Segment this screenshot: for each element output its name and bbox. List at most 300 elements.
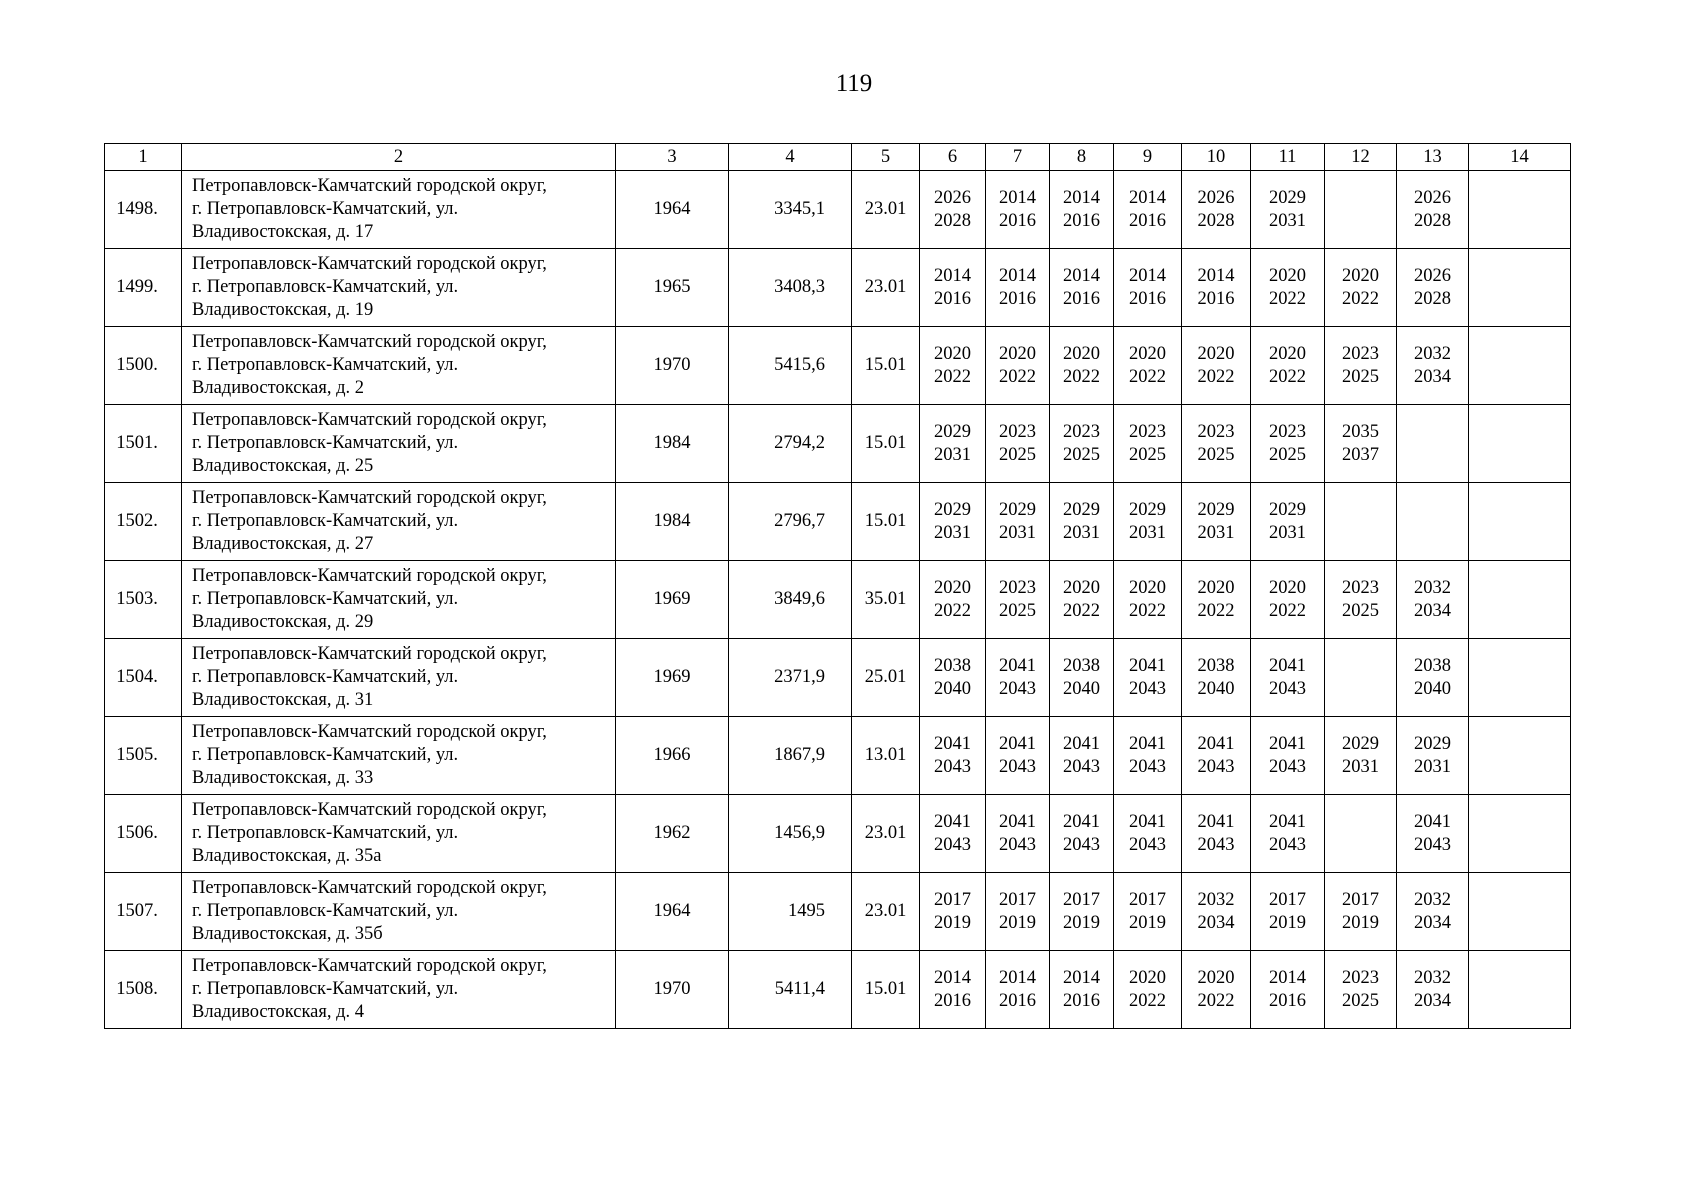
address-line: г. Петропавловск-Камчатский, ул. <box>192 199 459 219</box>
column-header: 5 <box>852 144 920 171</box>
period-cell <box>986 171 1050 249</box>
period-year: 2034 <box>1414 600 1451 621</box>
period-year: 2014 <box>1129 187 1166 208</box>
period-year: 2041 <box>1197 733 1235 754</box>
period-year: 2019 <box>1342 912 1379 933</box>
build-year-cell: 1962 <box>616 795 729 873</box>
table-row <box>105 639 1571 717</box>
period-cell <box>1251 639 1325 717</box>
period-year: 2022 <box>1063 600 1100 621</box>
table-row <box>105 171 1571 249</box>
period-year: 2029 <box>1197 499 1235 520</box>
build-year-cell: 1966 <box>616 717 729 795</box>
row-number-cell: 1498. <box>105 171 182 249</box>
period-cell <box>1397 795 1469 873</box>
period-year: 2041 <box>934 733 971 754</box>
period-cell <box>1397 327 1469 405</box>
period-year: 2020 <box>1063 343 1100 364</box>
period-cell <box>1397 717 1469 795</box>
address-line: Владивостокская, д. 4 <box>192 1002 365 1022</box>
address-line: Владивостокская, д. 25 <box>192 456 374 476</box>
period-year: 2031 <box>934 522 971 543</box>
address-line: Владивостокская, д. 27 <box>192 534 374 554</box>
row-number-cell: 1500. <box>105 327 182 405</box>
table-body <box>105 171 1571 1029</box>
period-cell <box>1325 249 1397 327</box>
address-cell <box>182 483 616 561</box>
period-year: 2016 <box>1129 288 1166 309</box>
period-year: 2043 <box>999 678 1036 699</box>
period-cell <box>1251 249 1325 327</box>
column-header: 14 <box>1469 144 1571 171</box>
address-line: г. Петропавловск-Камчатский, ул. <box>192 823 459 843</box>
housing-register-table <box>104 143 1571 1029</box>
period-year: 2029 <box>1129 499 1166 520</box>
period-year: 2025 <box>1269 444 1306 465</box>
address-cell <box>182 405 616 483</box>
period-year: 2029 <box>1063 499 1100 520</box>
period-cell <box>920 483 986 561</box>
period-cell <box>1050 483 1114 561</box>
period-year: 2020 <box>1342 265 1379 286</box>
period-year: 2023 <box>1342 577 1379 598</box>
period-year: 2032 <box>1414 967 1451 988</box>
period-cell <box>1469 561 1571 639</box>
table-row <box>105 873 1571 951</box>
period-cell <box>1251 327 1325 405</box>
address-line: Владивостокская, д. 35б <box>192 924 383 944</box>
period-cell <box>986 249 1050 327</box>
period-cell <box>1325 171 1397 249</box>
period-cell <box>1114 795 1182 873</box>
address-cell <box>182 561 616 639</box>
period-year: 2040 <box>934 678 971 699</box>
column-header: 8 <box>1050 144 1114 171</box>
table-row <box>105 405 1571 483</box>
period-year: 2023 <box>1129 421 1166 442</box>
period-cell <box>1050 405 1114 483</box>
period-year: 2022 <box>1197 990 1235 1011</box>
period-year: 2022 <box>1269 288 1306 309</box>
table-row <box>105 327 1571 405</box>
code-cell: 23.01 <box>852 249 920 327</box>
row-number-cell: 1502. <box>105 483 182 561</box>
period-year: 2041 <box>999 733 1036 754</box>
address-line: Петропавловск-Камчатский городской округ, <box>192 566 547 586</box>
period-year: 2041 <box>1063 811 1100 832</box>
period-cell <box>986 327 1050 405</box>
build-year-cell: 1969 <box>616 639 729 717</box>
period-year: 2028 <box>1197 210 1235 231</box>
period-cell <box>1050 561 1114 639</box>
address-line: Петропавловск-Камчатский городской округ, <box>192 644 547 664</box>
period-year: 2043 <box>999 834 1036 855</box>
period-cell <box>920 873 986 951</box>
period-cell <box>1251 483 1325 561</box>
period-cell <box>1050 171 1114 249</box>
period-year: 2031 <box>1342 756 1379 777</box>
period-year: 2043 <box>1197 834 1235 855</box>
period-cell <box>1325 483 1397 561</box>
column-header: 1 <box>105 144 182 171</box>
period-year: 2022 <box>1197 366 1235 387</box>
table-row <box>105 795 1571 873</box>
period-cell <box>1050 873 1114 951</box>
period-cell <box>1251 171 1325 249</box>
period-year: 2026 <box>1414 265 1451 286</box>
row-number-cell: 1508. <box>105 951 182 1029</box>
period-year: 2022 <box>934 366 971 387</box>
address-line: Петропавловск-Камчатский городской округ, <box>192 176 547 196</box>
period-cell <box>1114 405 1182 483</box>
address-cell <box>182 249 616 327</box>
period-year: 2043 <box>1063 756 1100 777</box>
period-year: 2025 <box>1342 600 1379 621</box>
period-cell <box>1114 249 1182 327</box>
period-cell <box>920 639 986 717</box>
period-cell <box>920 951 986 1029</box>
period-year: 2038 <box>1063 655 1100 676</box>
area-cell: 2796,7 <box>729 483 852 561</box>
period-cell <box>1114 561 1182 639</box>
address-line: Петропавловск-Камчатский городской округ, <box>192 878 547 898</box>
table-row <box>105 951 1571 1029</box>
address-cell <box>182 639 616 717</box>
period-year: 2014 <box>1063 187 1100 208</box>
address-line: Петропавловск-Камчатский городской округ, <box>192 800 547 820</box>
period-year: 2022 <box>1269 366 1306 387</box>
code-cell: 23.01 <box>852 873 920 951</box>
build-year-cell: 1964 <box>616 171 729 249</box>
period-cell <box>1397 951 1469 1029</box>
row-number-cell: 1499. <box>105 249 182 327</box>
period-year: 2014 <box>1129 265 1166 286</box>
period-cell <box>920 405 986 483</box>
period-year: 2035 <box>1342 421 1379 442</box>
column-header: 7 <box>986 144 1050 171</box>
period-year: 2020 <box>934 577 971 598</box>
period-year: 2016 <box>999 288 1036 309</box>
period-year: 2028 <box>934 210 971 231</box>
address-cell <box>182 795 616 873</box>
build-year-cell: 1984 <box>616 483 729 561</box>
period-year: 2020 <box>1129 577 1166 598</box>
period-year: 2038 <box>1197 655 1235 676</box>
period-cell <box>1050 639 1114 717</box>
period-cell <box>1050 249 1114 327</box>
row-number-cell: 1504. <box>105 639 182 717</box>
address-cell <box>182 171 616 249</box>
period-year: 2029 <box>934 421 971 442</box>
address-line: г. Петропавловск-Камчатский, ул. <box>192 901 459 921</box>
period-cell <box>986 483 1050 561</box>
period-cell <box>986 795 1050 873</box>
period-year: 2041 <box>1269 811 1306 832</box>
row-number-cell: 1501. <box>105 405 182 483</box>
period-year: 2017 <box>934 889 971 910</box>
period-year: 2014 <box>1269 967 1306 988</box>
code-cell: 13.01 <box>852 717 920 795</box>
period-year: 2041 <box>1414 811 1451 832</box>
address-line: г. Петропавловск-Камчатский, ул. <box>192 511 459 531</box>
period-year: 2043 <box>934 834 971 855</box>
period-year: 2034 <box>1414 912 1451 933</box>
period-cell <box>986 873 1050 951</box>
area-cell: 1456,9 <box>729 795 852 873</box>
address-line: г. Петропавловск-Камчатский, ул. <box>192 589 459 609</box>
column-header: 12 <box>1325 144 1397 171</box>
period-year: 2020 <box>1197 967 1235 988</box>
period-year: 2014 <box>1063 265 1100 286</box>
period-year: 2031 <box>1063 522 1100 543</box>
column-header: 3 <box>616 144 729 171</box>
period-cell <box>1182 171 1251 249</box>
period-cell <box>1251 795 1325 873</box>
period-year: 2022 <box>1197 600 1235 621</box>
period-year: 2025 <box>1063 444 1100 465</box>
period-year: 2043 <box>1129 678 1166 699</box>
period-year: 2016 <box>999 990 1036 1011</box>
period-year: 2014 <box>1063 967 1100 988</box>
period-year: 2032 <box>1414 343 1451 364</box>
period-year: 2041 <box>999 655 1036 676</box>
code-cell: 23.01 <box>852 795 920 873</box>
address-line: Петропавловск-Камчатский городской округ, <box>192 332 547 352</box>
period-cell <box>1114 717 1182 795</box>
address-line: Петропавловск-Камчатский городской округ, <box>192 956 547 976</box>
table-row <box>105 561 1571 639</box>
period-year: 2031 <box>1129 522 1166 543</box>
period-year: 2041 <box>934 811 971 832</box>
period-year: 2016 <box>934 990 971 1011</box>
period-year: 2020 <box>1129 967 1166 988</box>
address-cell <box>182 951 616 1029</box>
period-cell <box>1251 561 1325 639</box>
period-year: 2034 <box>1414 990 1451 1011</box>
area-cell: 2794,2 <box>729 405 852 483</box>
address-cell <box>182 873 616 951</box>
period-year: 2041 <box>1269 655 1306 676</box>
period-cell <box>1251 951 1325 1029</box>
column-header: 2 <box>182 144 616 171</box>
period-year: 2032 <box>1414 889 1451 910</box>
period-cell <box>1182 249 1251 327</box>
period-year: 2020 <box>1063 577 1100 598</box>
period-year: 2043 <box>1063 834 1100 855</box>
period-year: 2020 <box>999 343 1036 364</box>
column-header: 11 <box>1251 144 1325 171</box>
code-cell: 15.01 <box>852 327 920 405</box>
period-year: 2029 <box>1414 733 1451 754</box>
address-line: Владивостокская, д. 35а <box>192 846 382 866</box>
column-header: 4 <box>729 144 852 171</box>
period-cell <box>920 717 986 795</box>
area-cell: 2371,9 <box>729 639 852 717</box>
area-cell: 3849,6 <box>729 561 852 639</box>
address-line: Петропавловск-Камчатский городской округ, <box>192 410 547 430</box>
period-cell <box>1325 327 1397 405</box>
period-year: 2022 <box>1129 600 1166 621</box>
period-year: 2022 <box>934 600 971 621</box>
period-cell <box>920 327 986 405</box>
build-year-cell: 1965 <box>616 249 729 327</box>
period-cell <box>1325 873 1397 951</box>
period-cell <box>1397 171 1469 249</box>
period-year: 2041 <box>999 811 1036 832</box>
address-line: Владивостокская, д. 29 <box>192 612 374 632</box>
address-line: Владивостокская, д. 2 <box>192 378 365 398</box>
period-year: 2014 <box>934 967 971 988</box>
table-row <box>105 249 1571 327</box>
period-cell <box>1469 171 1571 249</box>
period-cell <box>1114 171 1182 249</box>
period-year: 2043 <box>1129 834 1166 855</box>
period-cell <box>986 639 1050 717</box>
address-cell <box>182 717 616 795</box>
period-year: 2022 <box>1269 600 1306 621</box>
period-year: 2022 <box>1129 990 1166 1011</box>
address-cell <box>182 327 616 405</box>
period-year: 2022 <box>999 366 1036 387</box>
period-cell <box>1182 717 1251 795</box>
period-cell <box>986 951 1050 1029</box>
period-year: 2014 <box>1197 265 1235 286</box>
period-cell <box>1182 561 1251 639</box>
period-year: 2043 <box>1269 678 1306 699</box>
period-year: 2031 <box>934 444 971 465</box>
column-header: 10 <box>1182 144 1251 171</box>
period-year: 2016 <box>1063 288 1100 309</box>
period-cell <box>1182 951 1251 1029</box>
period-year: 2020 <box>934 343 971 364</box>
period-year: 2031 <box>1414 756 1451 777</box>
period-cell <box>1469 795 1571 873</box>
period-year: 2020 <box>1197 577 1235 598</box>
period-cell <box>1182 873 1251 951</box>
period-year: 2016 <box>1269 990 1306 1011</box>
period-cell <box>1325 795 1397 873</box>
page-number: 119 <box>835 70 873 97</box>
period-year: 2020 <box>1129 343 1166 364</box>
period-cell <box>1050 795 1114 873</box>
period-year: 2023 <box>1269 421 1306 442</box>
column-number-row <box>105 144 1571 171</box>
period-year: 2031 <box>1269 522 1306 543</box>
period-year: 2029 <box>1269 499 1306 520</box>
area-cell: 5411,4 <box>729 951 852 1029</box>
period-year: 2014 <box>999 967 1036 988</box>
period-cell <box>1469 249 1571 327</box>
period-cell <box>920 171 986 249</box>
period-year: 2023 <box>1063 421 1100 442</box>
period-year: 2023 <box>999 577 1036 598</box>
period-cell <box>1397 249 1469 327</box>
period-cell <box>920 795 986 873</box>
period-year: 2020 <box>1269 265 1306 286</box>
code-cell: 15.01 <box>852 483 920 561</box>
period-cell <box>1325 639 1397 717</box>
period-year: 2025 <box>1342 366 1379 387</box>
period-year: 2025 <box>1197 444 1235 465</box>
period-year: 2016 <box>1129 210 1166 231</box>
area-cell: 5415,6 <box>729 327 852 405</box>
period-year: 2029 <box>1269 187 1306 208</box>
period-year: 2023 <box>999 421 1036 442</box>
period-cell <box>1469 405 1571 483</box>
period-year: 2043 <box>934 756 971 777</box>
period-year: 2041 <box>1129 733 1166 754</box>
address-line: Петропавловск-Камчатский городской округ, <box>192 722 547 742</box>
address-line: Владивостокская, д. 31 <box>192 690 374 710</box>
period-year: 2025 <box>1129 444 1166 465</box>
period-year: 2040 <box>1063 678 1100 699</box>
period-year: 2031 <box>999 522 1036 543</box>
period-cell <box>1182 483 1251 561</box>
period-year: 2014 <box>999 265 1036 286</box>
period-year: 2040 <box>1414 678 1451 699</box>
address-line: Петропавловск-Камчатский городской округ, <box>192 488 547 508</box>
period-cell <box>1050 951 1114 1029</box>
period-year: 2016 <box>1063 210 1100 231</box>
build-year-cell: 1964 <box>616 873 729 951</box>
period-year: 2041 <box>1197 811 1235 832</box>
period-cell <box>1114 639 1182 717</box>
address-line: Владивостокская, д. 17 <box>192 222 374 242</box>
address-line: г. Петропавловск-Камчатский, ул. <box>192 979 459 999</box>
period-cell <box>1325 717 1397 795</box>
period-cell <box>1469 717 1571 795</box>
column-header: 13 <box>1397 144 1469 171</box>
period-year: 2016 <box>934 288 971 309</box>
period-year: 2025 <box>999 600 1036 621</box>
area-cell: 1495 <box>729 873 852 951</box>
period-cell <box>1325 561 1397 639</box>
period-year: 2041 <box>1063 733 1100 754</box>
period-cell <box>1251 405 1325 483</box>
period-year: 2025 <box>1342 990 1379 1011</box>
column-header: 9 <box>1114 144 1182 171</box>
period-year: 2023 <box>1197 421 1235 442</box>
period-year: 2029 <box>1342 733 1379 754</box>
period-year: 2017 <box>999 889 1036 910</box>
period-cell <box>1182 639 1251 717</box>
period-year: 2038 <box>934 655 971 676</box>
period-cell <box>1469 951 1571 1029</box>
period-cell <box>1469 639 1571 717</box>
address-line: Петропавловск-Камчатский городской округ, <box>192 254 547 274</box>
area-cell: 1867,9 <box>729 717 852 795</box>
address-line: Владивостокская, д. 19 <box>192 300 374 320</box>
column-header: 6 <box>920 144 986 171</box>
period-cell <box>1114 327 1182 405</box>
period-cell <box>1397 483 1469 561</box>
period-year: 2022 <box>1342 288 1379 309</box>
period-cell <box>1182 405 1251 483</box>
period-year: 2020 <box>1269 343 1306 364</box>
period-cell <box>1050 327 1114 405</box>
period-year: 2019 <box>999 912 1036 933</box>
period-year: 2019 <box>1269 912 1306 933</box>
period-cell <box>1469 483 1571 561</box>
period-year: 2025 <box>999 444 1036 465</box>
period-year: 2017 <box>1269 889 1306 910</box>
period-year: 2017 <box>1063 889 1100 910</box>
area-cell: 3408,3 <box>729 249 852 327</box>
build-year-cell: 1984 <box>616 405 729 483</box>
period-year: 2019 <box>1129 912 1166 933</box>
period-year: 2028 <box>1414 288 1451 309</box>
period-year: 2043 <box>1414 834 1451 855</box>
